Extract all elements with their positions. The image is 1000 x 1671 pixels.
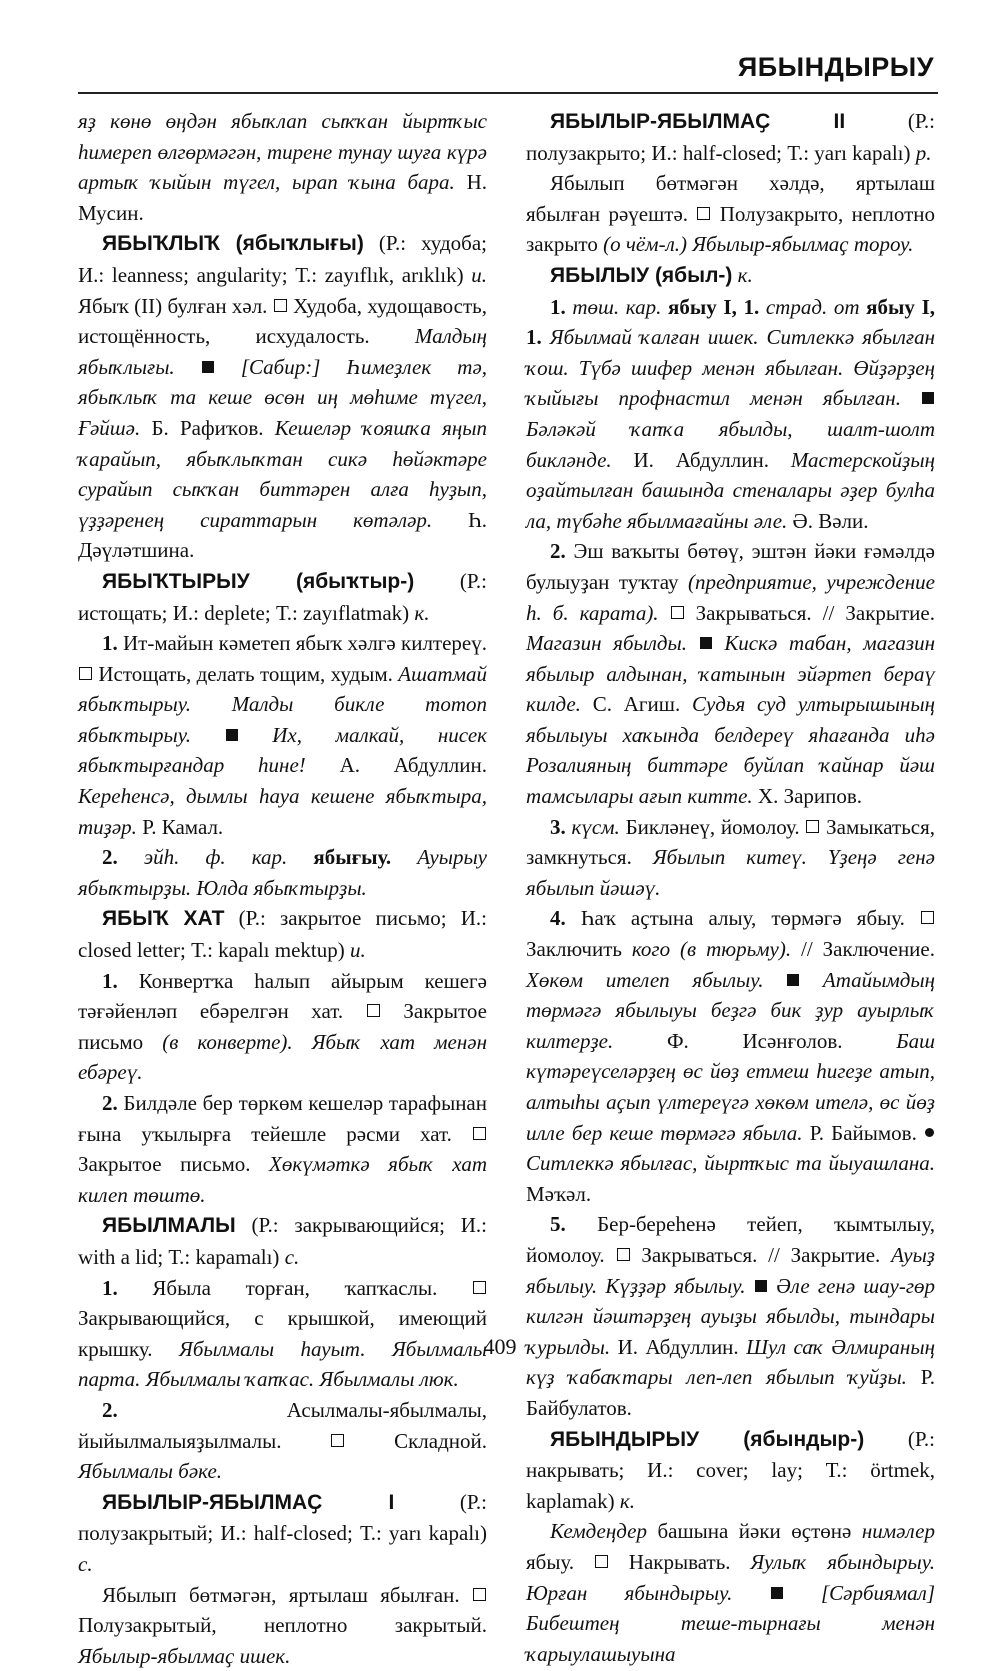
filled-square-icon [226,729,238,741]
definition-text: Полузакрытый, неплотно закрытый. [78,1613,487,1637]
empty-square-icon [331,1434,344,1447]
definition-text: Б. Рафиҡов. [140,416,275,440]
definition-text: Замыкаться, замкнуться. [526,815,935,870]
empty-square-icon [595,1555,608,1568]
headword: ЯБЫЛЫУ (ябыл-) [550,264,732,287]
example-text: и. [471,263,487,287]
dictionary-paragraph [526,292,935,537]
definition-text: (Р.: закрывающийся; И.: with a lid; Т.: kapamalı) [78,1213,487,1269]
headword: ЯБЫҠТЫРЫУ (ябыҡтыр-) [102,570,414,593]
dictionary-paragraph [526,903,935,1209]
sense-marker: ябыу I, 1. [526,295,935,350]
example-text: и. [350,938,366,962]
example-text: Кемдеңдер [550,1519,647,1543]
definition-text: И. Абдуллин. [610,1335,746,1359]
definition-text: Ябыҡ (II) булған хәл. [78,294,273,318]
example-text: к. [414,601,429,625]
definition-text [732,1581,769,1605]
definition-text: Закрываться. // Закрытие. [685,601,935,625]
example-text: Ябылмай ҡалған ишек. Ситлеккә ябылған ҡош. Түбә шифер менән ябылған. Өйҙәрҙең ҡыйығы профнастил менән ябылған. [526,325,935,410]
example-text: Әле генә шау-гөр килгән йәштәрҙең ауыҙы ябылды, тындары ҡурылды. [526,1274,935,1359]
dictionary-paragraph [526,1516,935,1669]
example-text: к. [620,1489,635,1513]
dictionary-paragraph [526,812,935,904]
definition-text [542,325,550,349]
definition-text [661,295,668,319]
dictionary-paragraph [526,106,935,168]
example-text: Ауырыу ябыҡтырҙы. Юлда ябыҡтырҙы. [78,845,487,900]
definition-text: Асылмалы-ябылмалы, йыйылмалыяҙылмалы. [78,1398,487,1453]
dictionary-paragraph [78,228,487,566]
definition-text: Закрытое письмо [78,999,487,1054]
definition-text: Ябылып бөтмәгән, яртылаш ябылған. [102,1583,472,1607]
headword: ЯБЫЛМАЛЫ [102,1214,236,1237]
definition-text [118,845,144,869]
definition-text: Ябыла торған, ҡапҡаслы. [118,1276,472,1300]
definition-text [175,355,201,379]
empty-square-icon [806,820,819,833]
definition-text: Һ. Дәүләтшина. [78,508,487,563]
sense-marker: 1. [102,631,118,655]
definition-text: Заключить [526,937,632,961]
empty-square-icon [473,1588,486,1601]
dictionary-paragraph [526,536,935,811]
definition-text [759,295,766,319]
example-text: Атайымдың төрмәгә ябылыуы беҙгә бик ҙур ауырлыҡ килтерҙе. [526,968,935,1053]
sense-marker: 4. [550,906,566,930]
filled-square-icon [787,974,799,986]
dictionary-paragraph [78,1487,487,1580]
definition-text: Конвертҡа һалып айырым кешегә тәғәйенләп ебәрелгән хат. [78,969,487,1024]
example-text: Ябылыр-ябылмаҫ ишек. [78,1644,290,1668]
dictionary-paragraph [78,1210,487,1272]
definition-text: Ф. Исәнғолов. [613,1029,896,1053]
example-text: төш. кар. [572,295,661,319]
example-text: Кереһенсә, дымлы һауа кешене ябыҡтыра, тиҙәр. [78,784,487,839]
example-text: [Сәрбиямал] Бибештең теше-тырнағы менән ҡарыулашыуына [526,1581,935,1666]
dictionary-paragraph [526,1209,935,1423]
dictionary-paragraph [78,1088,487,1210]
definition-text: А. Абдуллин. [306,753,487,777]
sense-marker: 1. [550,295,566,319]
definition-text: Закрываться. // Закрытие. [631,1243,892,1267]
sense-marker: 1. [102,1276,118,1300]
definition-text: Ә. Вәли. [787,509,868,533]
definition-text: Складной. [345,1429,487,1453]
definition-text: башына йәки өҫтөнә [647,1519,862,1543]
definition-text: ябыу. [526,1550,594,1574]
example-text: күсм. [572,815,620,839]
definition-text: (Р.: закрытое письмо; И.: closed letter; Т.: kapalı mektup) [78,906,487,962]
definition-text: Истощать, делать тощим, худым. [93,662,398,686]
dictionary-paragraph [526,168,935,260]
example-text: Яулыҡ ябындырыу. Юрған ябындырыу. [526,1550,935,1605]
definition-text [287,845,313,869]
example-text: Судья суд ултырышының ябылыуы хаҡында белдереү яһағанда иһә Розалияның биттәре буйлап ҡайнар йәш тамсылары ағып китте. [526,692,935,808]
dictionary-paragraph [78,628,487,842]
left-column [78,106,487,1326]
dictionary-paragraph [78,966,487,1088]
example-text: Ашатмай ябыҡтырыу. Малды бикле тотоп ябыҡтырыу. [78,662,487,747]
example-text: яҙ көнө өңдән ябыҡлап сыҡҡан йыртҡыс һимереп өлгөрмәгән, тирене тунау шуға күрә артыҡ ҡыйын түгел, ырап ҡына бара. [78,109,487,194]
sense-marker: 2. [550,539,566,563]
definition-text [239,723,273,747]
definition-text: (Р.: накрывать; И.: cover; lay; Т.: örtmek, kaplamak) [526,1427,935,1513]
filled-square-icon [202,361,214,373]
definition-text: Р. Байымов. [803,1121,924,1145]
dictionary-paragraph [526,1424,935,1517]
definition-text: Закрытое письмо. [78,1152,269,1176]
definition-text: Билдәле бер төркөм кешеләр тарафынан ғына уҡылырға тейешле рәсми хат. [78,1091,487,1146]
example-text: с. [78,1552,93,1576]
definition-text: Х. Зарипов. [753,784,862,808]
definition-text: Һаҡ аҫтына алыу, төрмәгә ябыу. [566,906,920,930]
headword: ЯБЫЛЫР-ЯБЫЛМАҪ I [102,1491,394,1514]
definition-text: Ябылып бөтмәгән хәлдә, яртылаш ябылған рәүештә. [526,171,935,226]
header-rule [78,92,938,94]
headword: ЯБЫҠ ХАТ [102,907,224,930]
dictionary-paragraph [78,566,487,628]
dictionary-paragraph [78,1580,487,1671]
empty-square-icon [367,1004,380,1017]
definition-text: Р. Байбулатов. [526,1365,935,1420]
example-text: Бәләкәй ҡапҡа ябылды, шалт-шолт бикләнде. [526,417,935,472]
definition-text: Эш ваҡыты бөтөү, эштән йәки ғәмәлдә булыуҙан туҡтау [526,539,935,594]
sense-marker: 3. [550,815,566,839]
sense-marker: 5. [550,1212,566,1236]
example-text: кого (в тюрьму). [632,937,791,961]
headword: ЯБЫЛЫР-ЯБЫЛМАҪ II [550,110,845,133]
example-text: [Сабир:] Һимеҙлек тә, ябыҡлыҡ та кеше өсөн иң мөһиме түгел, Ғәйшә. [78,355,487,440]
definition-text [800,968,823,992]
definition-text: Мәҡәл. [526,1182,591,1206]
example-text: Ябылып китеү. Үҙеңә генә ябылып йәшәү. [526,845,935,900]
headword: ЯБЫҠЛЫҠ (ябыҡлығы) [102,232,364,255]
right-column [526,106,935,1326]
definition-text: Н. Мусин. [78,170,487,225]
example-text: с. [285,1245,300,1269]
empty-square-icon [671,606,684,619]
example-text: эйһ. ф. кар. [144,845,287,869]
definition-text: Р. Камал. [137,815,223,839]
dictionary-paragraph [78,1395,487,1487]
dictionary-paragraph [78,903,487,965]
definition-text [659,601,670,625]
definition-text: С. Агиш. [581,692,692,716]
definition-text [901,386,921,410]
definition-text: И. Абдуллин. [612,448,791,472]
sense-marker: ябығыу. [313,845,391,869]
example-text: р. [916,141,932,165]
definition-text: Ит-майын кәметеп ябыҡ хәлгә килтереү. [118,631,487,655]
example-text: (о чём-л.) Ябылыр-ябылмаҫ тороу. [603,232,913,256]
filled-square-icon [771,1587,783,1599]
example-text: Ябылмалы бәке. [78,1459,222,1483]
sense-marker: 2. [102,845,118,869]
example-text: Мастерскойҙың оҙайтылған башында стеналары әҙер булһа ла, түбәһе ябылмағайны әле. [526,448,935,533]
filled-square-icon [922,392,934,404]
dictionary-paragraph [526,260,935,292]
empty-square-icon [473,1127,486,1140]
filled-square-icon [755,1280,767,1292]
running-title: ЯБЫНДЫРЫУ [738,52,934,83]
dictionary-paragraph [78,842,487,903]
definition-text [764,968,787,992]
definition-text: Полузакрыто, неплотно закрыто [526,202,935,257]
example-text: (предприятие, учреждение һ. б. карата). [526,570,935,625]
example-text: Хөкүмәткә ябыҡ хат килеп төштө. [78,1152,487,1207]
empty-square-icon [697,207,710,220]
definition-text: // Заключение. [791,937,935,961]
definition-text [746,1274,754,1298]
definition-text [713,631,725,655]
example-text: страд. от [766,295,860,319]
example-text: Ситлеккә ябылғас, йыртҡыс та йыуашлана. [526,1151,935,1175]
bullet-icon [925,1128,934,1137]
definition-text [768,1274,776,1298]
sense-marker: 2. [102,1398,118,1422]
definition-text: (Р.: истощать; И.: deplete; Т.: zayıflatmak) [78,569,487,625]
sense-marker: 2. [102,1091,118,1115]
example-text: Магазин ябылды. [526,631,687,655]
example-text: Хөкөм ителеп ябылыу. [526,968,764,992]
definition-text: Бер-береһенә тейеп, ҡымтылыу, йомолоу. [526,1212,935,1267]
example-text: Ауыҙ ябылыу. Күҙҙәр ябылыу. [526,1243,935,1298]
definition-text: Бикләнеү, йомолоу. [620,815,806,839]
empty-square-icon [473,1281,486,1294]
definition-text: (Р.: худоба; И.: leanness; angularity; Т.: zayıflık, arıklık) [78,231,487,287]
example-text: Кискә табан, магазин ябылыр алдынан, ҡатынын эйәртеп бераү килде. [526,631,935,716]
definition-text: Накрывать. [609,1550,750,1574]
sense-marker: ябыу I, 1. [668,295,759,319]
page-number: 409 [0,1334,1000,1360]
definition-text: (Р.: полузакрыто; И.: half-closed; Т.: yarı kapalı) [526,109,935,165]
example-text: Малдың ябыҡлығы. [78,324,487,379]
headword: ЯБЫНДЫРЫУ (ябындыр-) [550,1428,864,1451]
definition-text [391,845,417,869]
example-text: (в конверте). Ябыҡ хат менән ебәреү. [78,1030,487,1085]
empty-square-icon [79,667,92,680]
filled-square-icon [700,637,712,649]
definition-text [191,723,225,747]
definition-text: (Р.: полузакрытый; И.: half-closed; Т.: yarı kapalı) [78,1490,487,1546]
example-text: к. [738,263,753,287]
example-text: Шул саҡ Әлмираның күҙ ҡабаҡтары леп-леп ябылып ҡуйҙы. [526,1335,935,1390]
example-text: Баш күтәреүселәрҙең өс йөҙ етмеш һигеҙе атып, алтыһы аҫып үлтереүгә хөкөм ителә, өс йөҙ илле бер кеше төрмәгә ябыла. [526,1029,935,1145]
sense-marker: 1. [102,969,118,993]
definition-text: Закрывающийся, с крышкой, имеющий крышку. [78,1306,487,1361]
example-text: Их, малкай, нисек ябыҡтырғандар һине! [78,723,487,778]
example-text: нимәлер [862,1519,935,1543]
empty-square-icon [274,299,287,312]
definition-text [784,1581,821,1605]
definition-text [215,355,241,379]
definition-text [687,631,699,655]
example-text: Кешеләр ҡояшҡа яңып ҡарайып, ябыҡлыҡтан сикә һөйәктәре сурайып сыҡҡан биттәрен алға һуҙып, үҙҙәренең сираттарын көтәләр. [78,416,487,532]
empty-square-icon [617,1248,630,1261]
empty-square-icon [921,911,934,924]
definition-text: Худоба, худощавость, истощённость, исхудалость. [78,294,487,349]
dictionary-paragraph [78,106,487,228]
example-text: Ябылмалы һауыт. Ябылмалы парта. Ябылмалы ҡапҡас. Ябылмалы люк. [78,1337,487,1392]
